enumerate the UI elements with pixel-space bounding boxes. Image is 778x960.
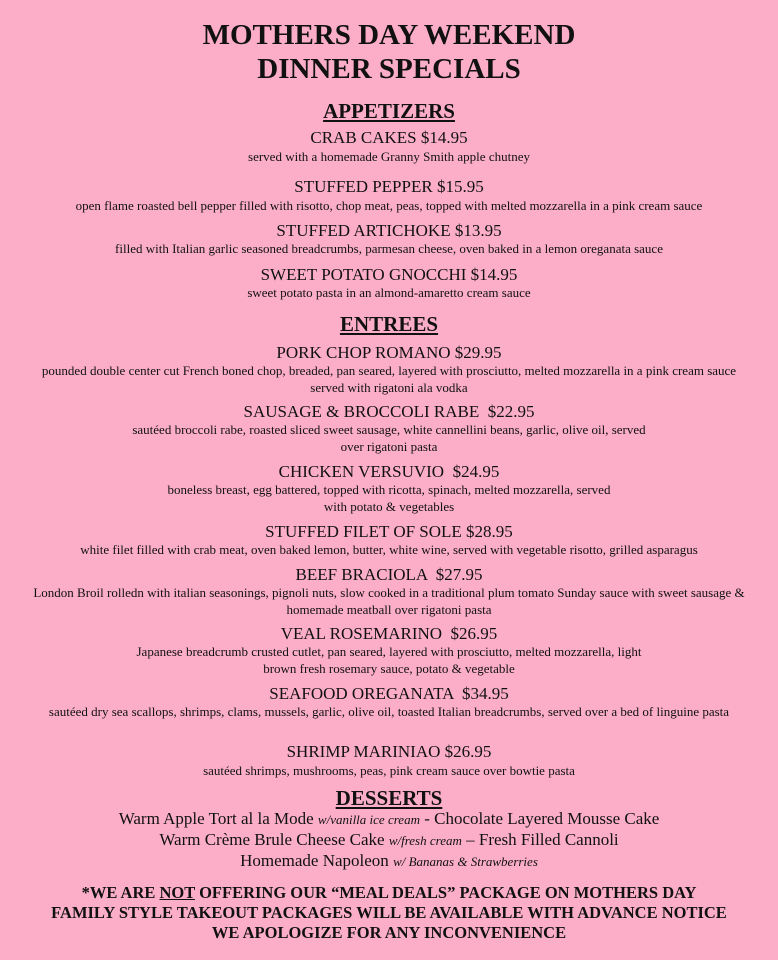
entree-name: PORK CHOP ROMANO $29.95 bbox=[276, 343, 502, 362]
entree-name: SHRIMP MARINIAO $26.95 bbox=[286, 742, 492, 761]
dessert-line bbox=[0, 809, 778, 830]
entree-name: SAUSAGE & BROCCOLI RABE $22.95 bbox=[243, 402, 535, 421]
dessert-item: Warm Apple Tort al la Mode bbox=[118, 809, 318, 828]
entree-desc: boneless breast, egg battered, topped with ricotta, spinach, melted mozzarella, served with potato & vegetables bbox=[167, 482, 611, 514]
entree-desc: pounded double center cut French boned chop, breaded, pan seared, layered with prosciutto, melted mozzarella in a pink cream sauce served with rigatoni ala vodka bbox=[41, 363, 737, 395]
entree-name: STUFFED FILET OF SOLE $28.95 bbox=[265, 522, 513, 541]
appetizer-desc: open flame roasted bell pepper filled with risotto, chop meat, peas, topped with melted mozzarella in a pink cream sauce bbox=[75, 198, 703, 213]
dessert-note: w/ Bananas & Strawberries bbox=[393, 854, 538, 869]
entree-name: SEAFOOD OREGANATA $34.95 bbox=[269, 684, 509, 703]
dessert-note: w/vanilla ice cream bbox=[317, 812, 420, 827]
dessert-item: Homemade Napoleon bbox=[240, 851, 394, 870]
entree-desc: sautéed broccoli rabe, roasted sliced sweet sausage, white cannellini beans, garlic, olive oil, served over rigatoni pasta bbox=[132, 422, 646, 454]
dessert-item: – Fresh Filled Cannoli bbox=[461, 830, 619, 849]
appetizer-name: CRAB CAKES $14.95 bbox=[310, 128, 468, 147]
entree-name: VEAL ROSEMARINO $26.95 bbox=[280, 624, 498, 643]
dessert-item: Warm Crème Brule Cheese Cake bbox=[159, 830, 389, 849]
menu-title-line2: DINNER SPECIALS bbox=[257, 53, 521, 85]
appetizer-desc: served with a homemade Granny Smith apple chutney bbox=[248, 149, 530, 164]
appetizer-name: STUFFED PEPPER $15.95 bbox=[294, 177, 484, 196]
notice-line bbox=[0, 883, 778, 903]
notice-line: FAMILY STYLE TAKEOUT PACKAGES WILL BE AVAILABLE WITH ADVANCE NOTICE bbox=[51, 903, 727, 922]
entree-desc: sautéed shrimps, mushrooms, peas, pink cream sauce over bowtie pasta bbox=[203, 763, 575, 778]
appetizer-name: STUFFED ARTICHOKE $13.95 bbox=[276, 221, 502, 240]
notice-text: OFFERING OUR “MEAL DEALS” PACKAGE ON MOTHERS DAY bbox=[194, 883, 697, 902]
entree-desc: sautéed dry sea scallops, shrimps, clams, mussels, garlic, olive oil, toasted Italian breadcrumbs, served over a bed of linguine pasta bbox=[48, 704, 730, 719]
entree-desc: white filet filled with crab meat, oven baked lemon, butter, white wine, served with vegetable risotto, grilled asparagus bbox=[80, 542, 698, 557]
entree-name: BEEF BRACIOLA $27.95 bbox=[295, 565, 483, 584]
dessert-line bbox=[0, 851, 778, 872]
dessert-line bbox=[0, 830, 778, 851]
entrees-heading: ENTREES bbox=[339, 312, 439, 336]
menu-title-line1: MOTHERS DAY WEEKEND bbox=[202, 19, 576, 51]
entree-name: CHICKEN VERSUVIO $24.95 bbox=[278, 462, 500, 481]
appetizer-name: SWEET POTATO GNOCCHI $14.95 bbox=[260, 265, 518, 284]
notice-line: WE APOLOGIZE FOR ANY INCONVENIENCE bbox=[211, 923, 567, 942]
appetizers-heading: APPETIZERS bbox=[323, 99, 455, 123]
notice-text: *WE ARE bbox=[81, 883, 160, 902]
dessert-item: - Chocolate Layered Mousse Cake bbox=[419, 809, 660, 828]
notice-emphasis: NOT bbox=[159, 883, 195, 902]
desserts-heading: DESSERTS bbox=[335, 786, 443, 810]
entree-desc: London Broil rolledn with italian seasonings, pignoli nuts, slow cooked in a traditional plum tomato Sunday sauce with sweet sausage & homemade meatball over rigatoni pasta bbox=[33, 585, 745, 617]
dessert-note: w/fresh cream bbox=[388, 833, 462, 848]
appetizer-desc: sweet potato pasta in an almond-amaretto cream sauce bbox=[247, 285, 531, 300]
entree-desc: Japanese breadcrumb crusted cutlet, pan seared, layered with prosciutto, melted mozzarella, light brown fresh rosemary sauce, potato & vegetable bbox=[136, 644, 642, 676]
appetizer-desc: filled with Italian garlic seasoned breadcrumbs, parmesan cheese, oven baked in a lemon oreganata sauce bbox=[115, 241, 663, 256]
